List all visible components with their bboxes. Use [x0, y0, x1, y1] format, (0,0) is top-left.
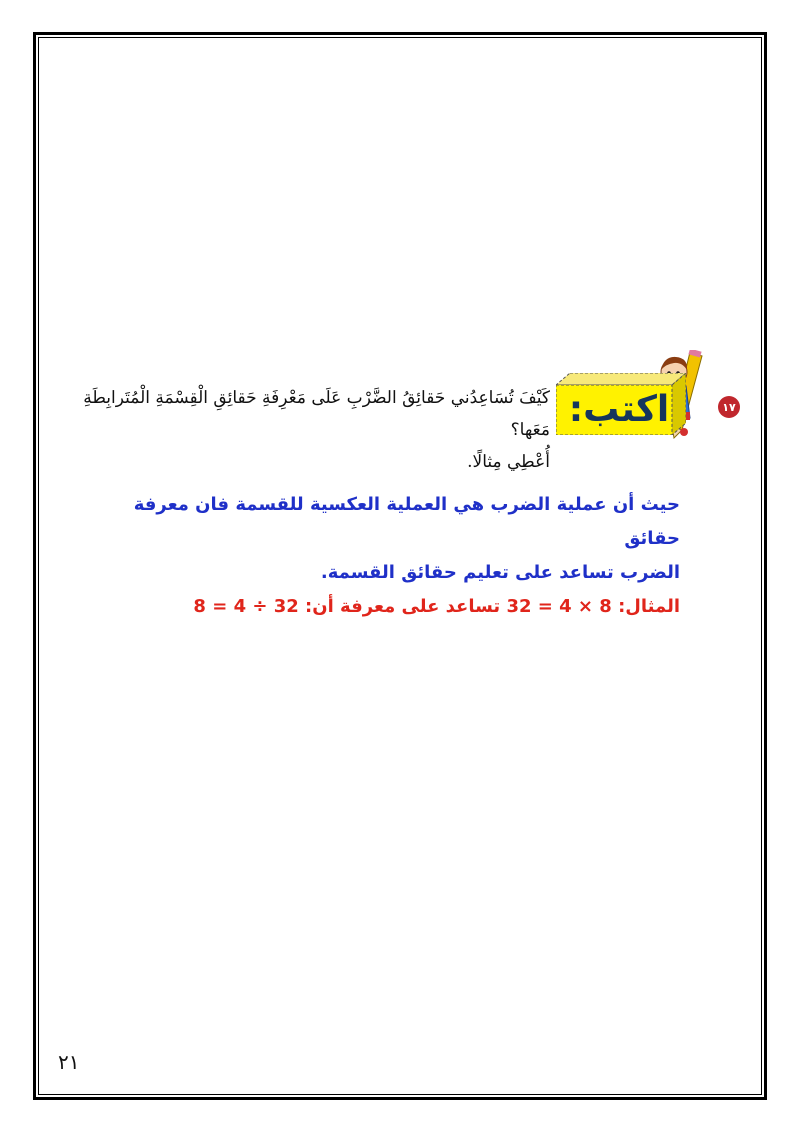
write-label-box	[556, 373, 686, 435]
question-line-2: أُعْطِي مِثالًا.	[467, 452, 550, 472]
answer-line-1: حيث أن عملية الضرب هي العملية العكسية للقسمة فان معرفة حقائق	[133, 494, 680, 549]
answer-block	[110, 488, 680, 624]
page-number: ٢١	[58, 1050, 80, 1074]
question-text	[70, 382, 550, 478]
question-line-1: كَيْفَ تُسَاعِدُني حَقائِقُ الضَّرْبِ عَلَى مَعْرِفَةِ حَقائِقِ الْقِسْمَةِ الْمُتَرابِطَةِ مَعَها؟	[83, 388, 550, 440]
question-number-badge: ١٧	[718, 396, 740, 418]
write-label: اكتب:	[568, 389, 670, 430]
answer-line-2: الضرب تساعد على تعليم حقائق القسمة.	[320, 562, 680, 583]
answer-example: المثال: 8 × 4 = 32 تساعد على معرفة أن: 32 ÷ 4 = 8	[193, 596, 680, 617]
